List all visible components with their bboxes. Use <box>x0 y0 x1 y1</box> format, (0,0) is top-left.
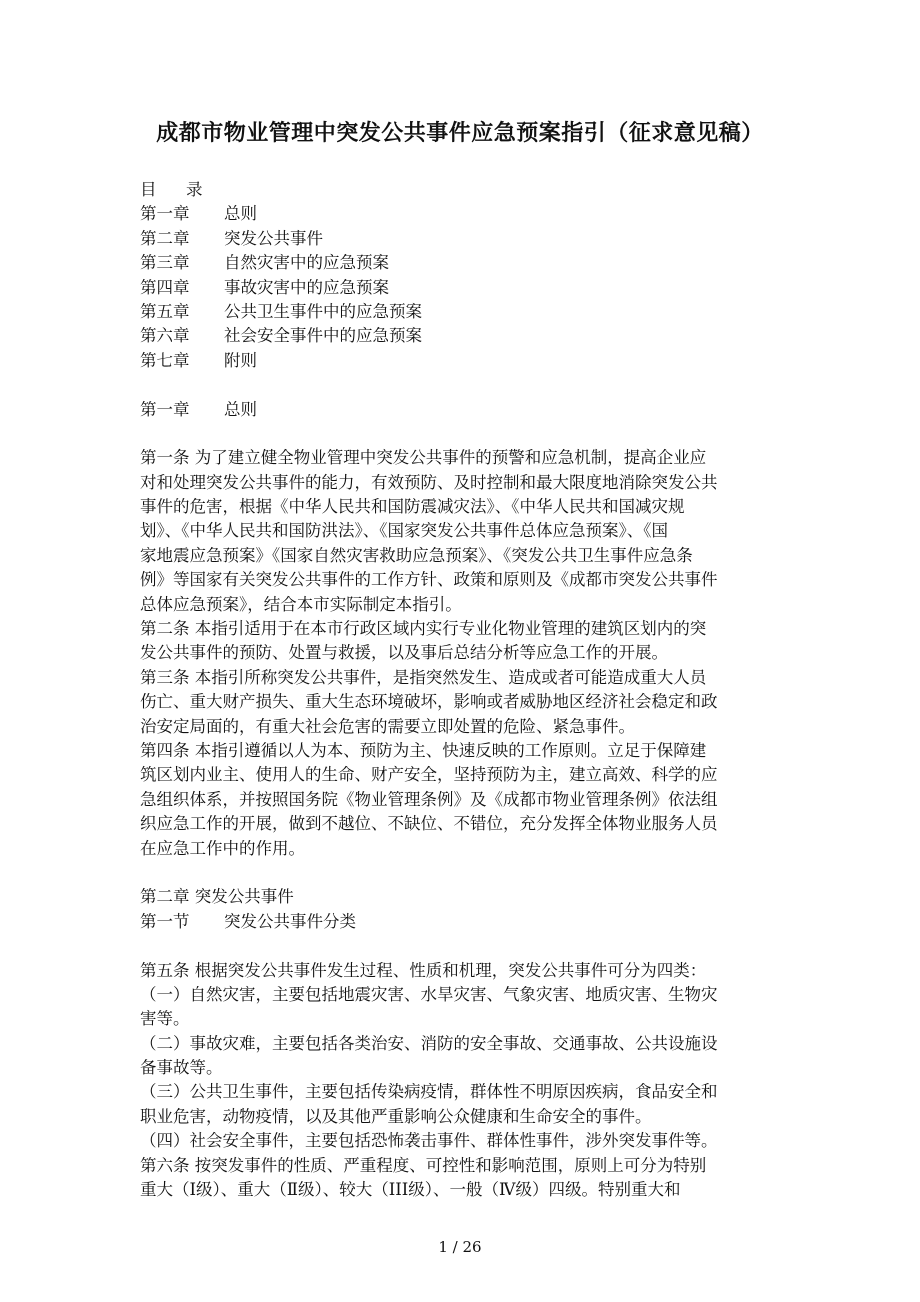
toc-item <box>140 300 784 324</box>
toc-heading-char-2: 录 <box>186 180 203 199</box>
text-line: 发公共事件的预防、处置与救援，以及事后总结分析等应急工作的开展。 <box>140 643 668 663</box>
text-line: 总体应急预案》，结合本市实际制定本指引。 <box>140 594 462 614</box>
chapter-2-articles <box>140 959 784 1203</box>
text-line: 划》、《中华人民共和国防洪法》、《国家突发公共事件总体应急预案》、《国 <box>140 521 668 541</box>
section-name: 突发公共事件分类 <box>224 911 356 931</box>
document-body <box>140 178 784 1202</box>
toc-item-name: 突发公共事件 <box>224 228 323 248</box>
toc-heading-char-1: 目 <box>140 180 157 199</box>
toc-item-number: 第六章 <box>140 326 190 346</box>
toc-item-number: 第四章 <box>140 277 190 297</box>
toc-item-name: 附则 <box>224 350 257 370</box>
text-line: 织应急工作的开展，做到不越位、不缺位、不错位，充分发挥全体物业服务人员 <box>140 814 718 834</box>
text-line: 事件的危害，根据《中华人民共和国防震减灾法》、《中华人民共和国减灾规 <box>140 497 685 517</box>
text-line: （三）公共卫生事件，主要包括传染病疫情，群体性不明原因疾病，食品安全和 <box>140 1082 718 1102</box>
spacer <box>140 934 784 958</box>
text-line: 治安定局面的，有重大社会危害的需要立即处置的危险、紧急事件。 <box>140 716 635 736</box>
text-line: 第四条 本指引遵循以人为本、预防为主、快速反映的工作原则。立足于保障建 <box>140 740 707 760</box>
text-line: 急组织体系，并按照国务院《物业管理条例》及《成都市物业管理条例》依法组 <box>140 789 718 809</box>
toc-item-number: 第七章 <box>140 350 190 370</box>
chapter-2-heading: 第二章 突发公共事件 <box>140 887 294 907</box>
section-1-heading <box>140 910 784 934</box>
text-line: （一）自然灾害，主要包括地震灾害、水旱灾害、气象灾害、地质灾害、生物灾 <box>140 984 718 1004</box>
section-number: 第一节 <box>140 911 190 931</box>
toc-item <box>140 276 784 300</box>
document-title: 成都市物业管理中突发公共事件应急预案指引（征求意见稿） <box>156 121 764 146</box>
text-line: 第二条 本指引适用于在本市行政区域内实行专业化物业管理的建筑区划内的突 <box>140 619 707 639</box>
text-line: 伤亡、重大财产损失、重大生态环境破坏，影响或者威胁地区经济社会稳定和政 <box>140 692 718 712</box>
toc-heading <box>140 178 784 202</box>
text-line: 职业危害，动物疫情，以及其他严重影响公众健康和生命安全的事件。 <box>140 1106 652 1126</box>
toc-item-name: 社会安全事件中的应急预案 <box>224 326 422 346</box>
toc-item-name: 事故灾害中的应急预案 <box>224 277 389 297</box>
text-line: 第六条 按突发事件的性质、严重程度、可控性和影响范围，原则上可分为特别 <box>140 1155 707 1175</box>
toc-item <box>140 227 784 251</box>
text-line: 第一条 为了建立健全物业管理中突发公共事件的预警和应急机制，提高企业应 <box>140 448 707 468</box>
text-line: 害等。 <box>140 1009 190 1029</box>
text-line: 第三条 本指引所称突发公共事件，是指突然发生、造成或者可能造成重大人员 <box>140 667 707 687</box>
toc-item <box>140 324 784 348</box>
toc-item-number: 第五章 <box>140 301 190 321</box>
text-line: 家地震应急预案》《国家自然灾害救助应急预案》、《突发公共卫生事件应急条 <box>140 545 693 565</box>
table-of-contents <box>140 202 784 373</box>
text-line: （四）社会安全事件，主要包括恐怖袭击事件、群体性事件，涉外突发事件等。 <box>140 1131 718 1151</box>
chapter-name: 总则 <box>224 399 257 419</box>
page-number: 1 / 26 <box>438 1238 482 1256</box>
toc-item-name: 总则 <box>224 204 257 224</box>
toc-item-number: 第一章 <box>140 204 190 224</box>
toc-item-name: 公共卫生事件中的应急预案 <box>224 301 422 321</box>
chapter-1-articles <box>140 446 784 861</box>
spacer <box>140 422 784 446</box>
toc-item-number: 第二章 <box>140 228 190 248</box>
chapter-1-heading <box>140 398 784 422</box>
spacer <box>140 861 784 885</box>
toc-item <box>140 349 784 373</box>
spacer <box>140 373 784 397</box>
text-line: 备事故等。 <box>140 1058 223 1078</box>
text-line: 对和处理突发公共事件的能力，有效预防、及时控制和最大限度地消除突发公共 <box>140 472 718 492</box>
text-line: 重大（Ⅰ级）、重大（Ⅱ级）、较大（III级）、一般（Ⅳ级）四级。特别重大和 <box>140 1180 681 1200</box>
text-line: （二）事故灾难，主要包括各类治安、消防的安全事故、交通事故、公共设施设 <box>140 1033 718 1053</box>
text-line: 在应急工作中的作用。 <box>140 838 305 858</box>
toc-item-number: 第三章 <box>140 253 190 273</box>
toc-item <box>140 202 784 226</box>
text-line: 筑区划内业主、使用人的生命、财产安全，坚持预防为主，建立高效、科学的应 <box>140 765 718 785</box>
chapter-number: 第一章 <box>140 399 190 419</box>
toc-item-name: 自然灾害中的应急预案 <box>224 253 389 273</box>
text-line: 第五条 根据突发公共事件发生过程、性质和机理，突发公共事件可分为四类： <box>140 960 707 980</box>
toc-item <box>140 251 784 275</box>
text-line: 例》等国家有关突发公共事件的工作方针、政策和原则及《成都市突发公共事件 <box>140 570 718 590</box>
